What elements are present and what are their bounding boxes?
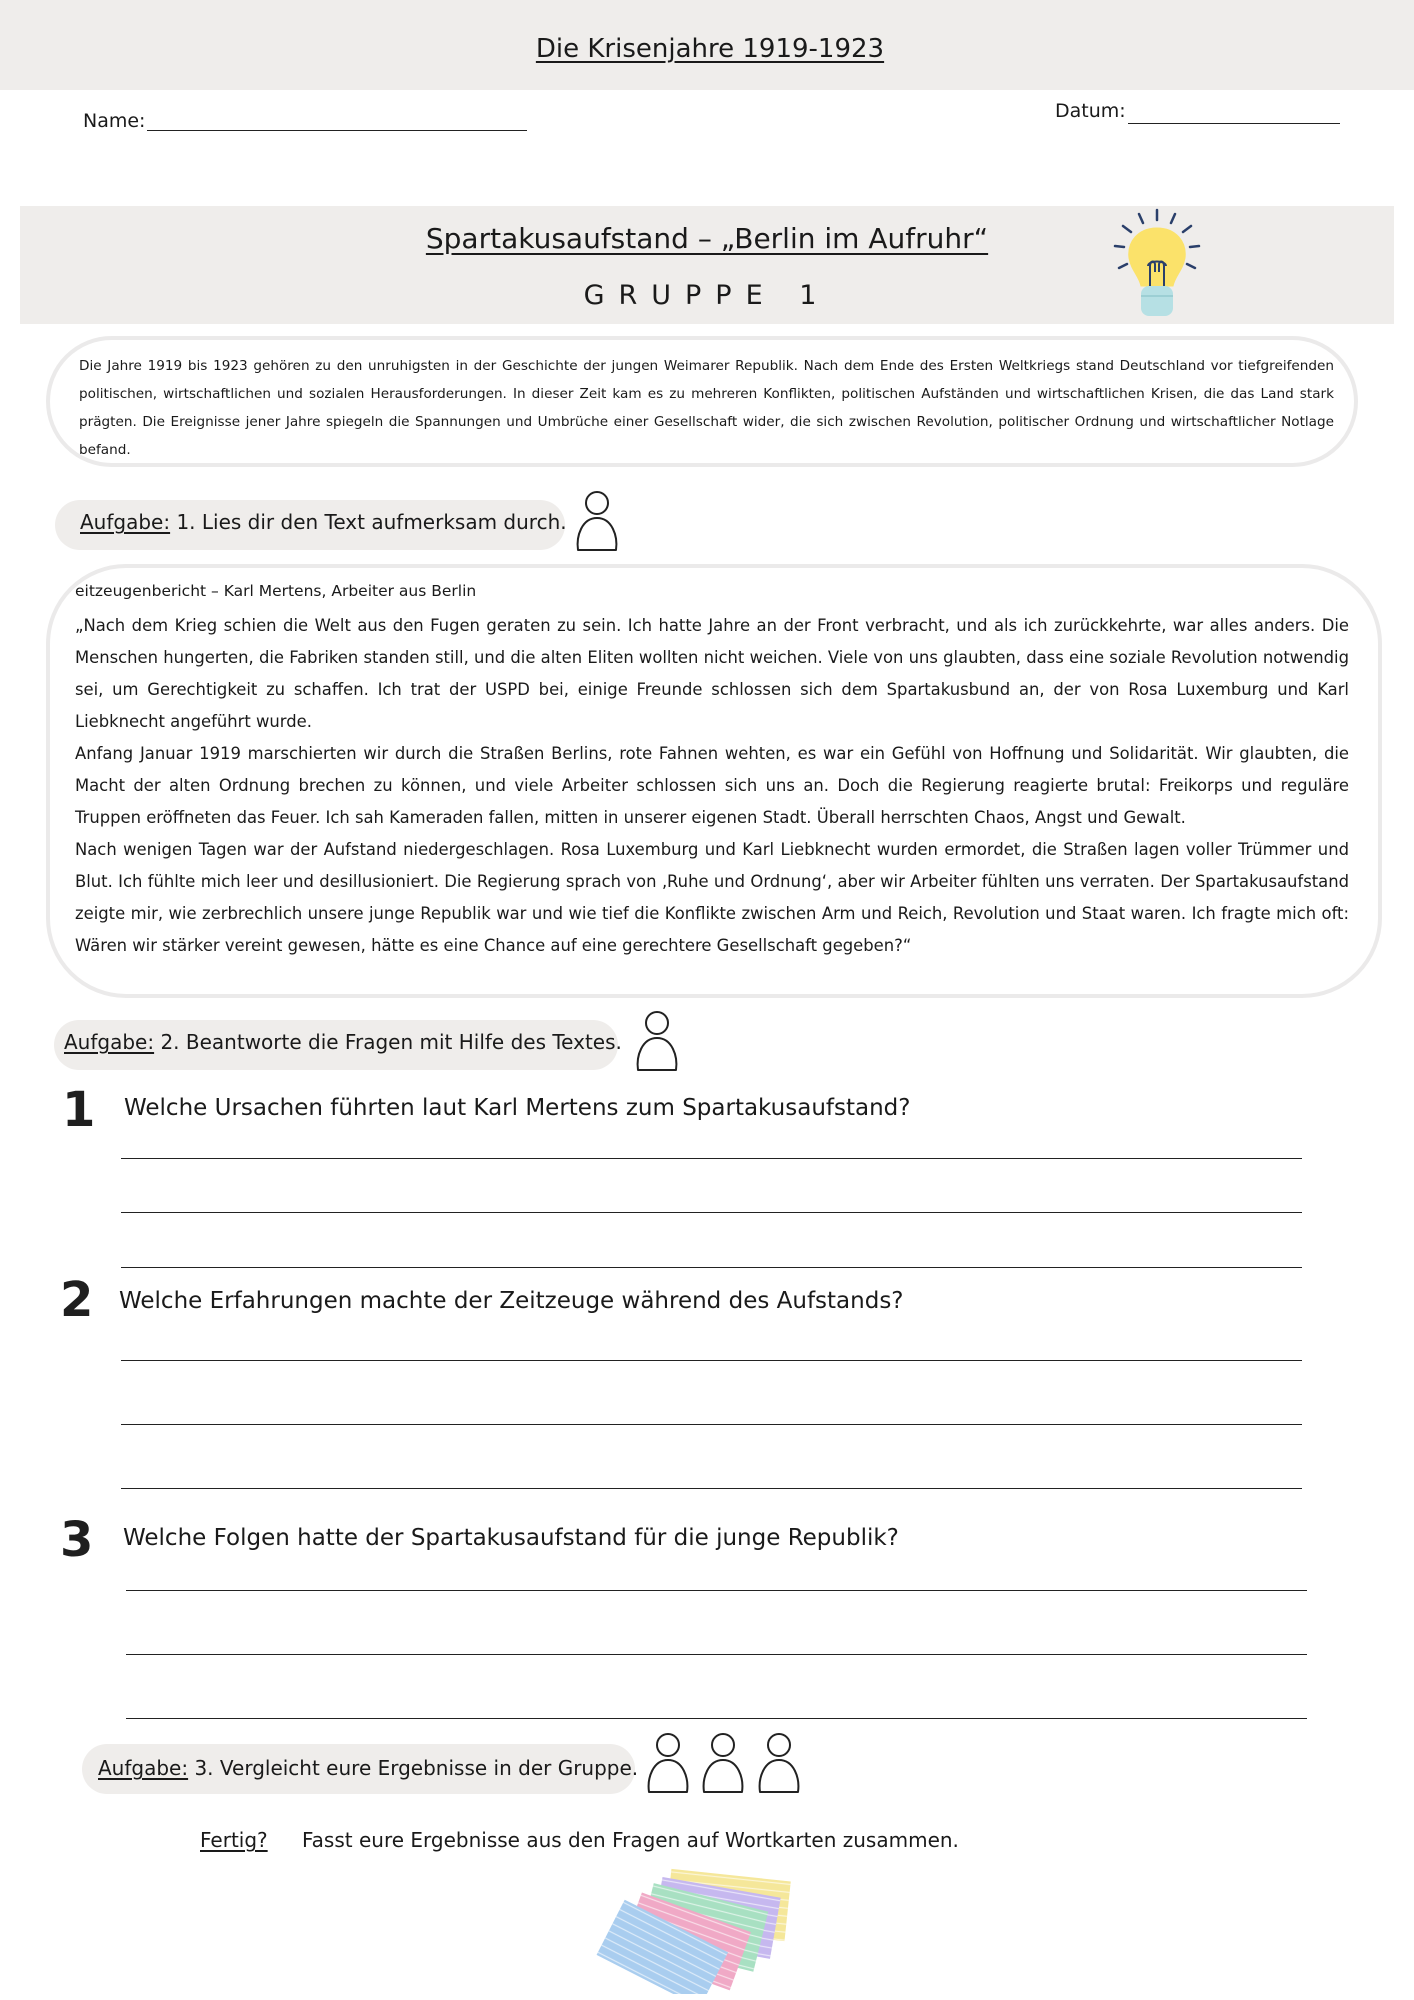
question-text: Welche Erfahrungen machte der Zeitzeuge während des Aufstands? — [119, 1288, 904, 1314]
date-field[interactable] — [1128, 123, 1340, 124]
question-number: 1 — [62, 1082, 96, 1138]
document-title: Die Krisenjahre 1919-1923 — [535, 34, 885, 64]
answer-line[interactable] — [121, 1488, 1302, 1489]
answer-line[interactable] — [121, 1267, 1302, 1268]
intro-text: Die Jahre 1919 bis 1923 gehören zu den unruhigsten in der Geschichte der jungen Weimarer Republik. Nach dem Ende des Ersten Weltkriegs stand Deutschland vor tiefgreifenden politischen, wirtschaftlichen und sozialen Herausforderungen. In dieser Zeit kam es zu mehreren Konflikten, politischen Aufständen und wirtschaftlichen Krisen, die das Land stark prägten. Die Ereignisse jener Jahre spiegeln die Spannungen und Umbrüche einer Gesellschaft wider, die sich zwischen Revolution, politischer Ordnung und wirtschaftlicher Notlage befand. — [79, 358, 1334, 458]
report-paragraph: „Nach dem Krieg schien die Welt aus den Fugen geraten zu sein. Ich hatte Jahre an der Front verbracht, und als ich zurückkehrte, war alles anders. Die Menschen hungerten, die Fabriken standen still, und die alten Eliten wollten nicht weichen. Viele von uns glaubten, dass eine soziale Revolution notwendig sei, um Gerechtigkeit zu schaffen. Ich trat der USPD bei, einige Freunde schlossen sich dem Spartakusbund an, der von Rosa Luxemburg und Karl Liebknecht angeführt wurde. — [75, 616, 1349, 731]
topic-title: Spartakusaufstand – „Berlin im Aufruhr“ — [425, 222, 989, 255]
task1-text: 1. Lies dir den Text aufmerksam durch. — [170, 510, 567, 534]
name-label: Name: — [83, 110, 146, 132]
finish-label: Fertig? — [200, 1828, 268, 1852]
report-text — [75, 610, 1349, 962]
group-label: GRUPPE 1 — [583, 280, 831, 311]
person-icon — [700, 1732, 746, 1796]
answer-line[interactable] — [126, 1590, 1307, 1591]
task1-label: Aufgabe: — [80, 510, 171, 534]
person-icon — [574, 490, 620, 554]
person-icon — [645, 1732, 691, 1796]
finish-text: Fasst eure Ergebnisse aus den Fragen auf Wortkarten zusammen. — [302, 1828, 959, 1852]
task3-text: 3. Vergleicht eure Ergebnisse in der Gruppe. — [188, 1756, 639, 1780]
task2-instruction — [64, 1030, 622, 1054]
index-cards-icon — [590, 1864, 830, 1994]
question-number: 2 — [60, 1272, 94, 1328]
question-number: 3 — [60, 1512, 94, 1568]
answer-line[interactable] — [121, 1158, 1302, 1159]
person-icon — [634, 1010, 680, 1074]
task3-label: Aufgabe: — [98, 1756, 189, 1780]
answer-line[interactable] — [121, 1212, 1302, 1213]
report-paragraph: Anfang Januar 1919 marschierten wir durch die Straßen Berlins, rote Fahnen wehten, es war ein Gefühl von Hoffnung und Solidarität. Wir glaubten, die Macht der alten Ordnung brechen zu können, und viele Arbeiter schlossen sich uns an. Doch die Regierung reagierte brutal: Freikorps und reguläre Truppen eröffneten das Feuer. Ich sah Kameraden fallen, mitten in unserer eigenen Stadt. Überall herrschten Chaos, Angst und Gewalt. — [75, 744, 1349, 827]
name-field[interactable] — [147, 130, 527, 131]
person-icon — [756, 1732, 802, 1796]
date-label: Datum: — [1055, 100, 1126, 122]
report-paragraph: Nach wenigen Tagen war der Aufstand niedergeschlagen. Rosa Luxemburg und Karl Liebknecht wurden ermordet, die Straßen lagen voller Trümmer und Blut. Ich fühlte mich leer und desillusioniert. Die Regierung sprach von ‚Ruhe und Ordnung‘, aber wir Arbeiter fühlten uns verraten. Der Spartakusaufstand zeigte mir, wie zerbrechlich unsere junge Republik war und wie tief die Konflikte zwischen Arm und Reich, Revolution und Staat waren. Ich fragte mich oft: Wären wir stärker vereint gewesen, hätte es eine Chance auf eine gerechtere Gesellschaft gegeben?“ — [75, 840, 1349, 955]
task1-instruction — [80, 510, 567, 534]
report-source: eitzeugenbericht – Karl Mertens, Arbeiter aus Berlin — [75, 582, 477, 600]
answer-line[interactable] — [121, 1424, 1302, 1425]
task3-instruction — [98, 1756, 638, 1780]
question-text: Welche Ursachen führten laut Karl Mertens zum Spartakusaufstand? — [124, 1095, 911, 1121]
answer-line[interactable] — [126, 1718, 1307, 1719]
question-text: Welche Folgen hatte der Spartakusaufstand für die junge Republik? — [123, 1525, 899, 1551]
lightbulb-icon — [1105, 206, 1209, 324]
answer-line[interactable] — [121, 1360, 1302, 1361]
task2-text: 2. Beantworte die Fragen mit Hilfe des Textes. — [154, 1030, 622, 1054]
answer-line[interactable] — [126, 1654, 1307, 1655]
task2-label: Aufgabe: — [64, 1030, 155, 1054]
